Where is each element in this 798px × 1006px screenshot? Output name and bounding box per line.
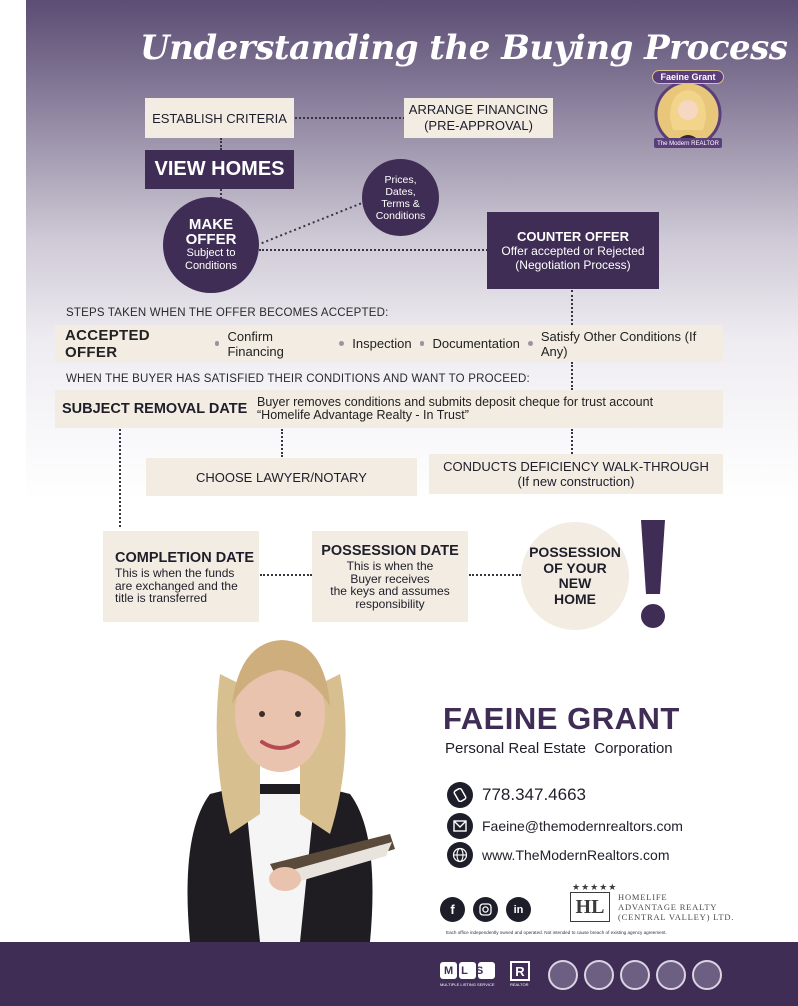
linkedin-icon[interactable]: in [506,897,531,922]
completion-date-box [103,531,259,622]
choose-lawyer-box [146,458,417,496]
establish-criteria-box [145,98,294,138]
accepted-item-3: Documentation [432,336,520,351]
possession-home-circle [521,522,629,630]
connector-subject-lawyer [281,429,283,457]
make-offer-circle [163,197,259,293]
subject-desc-line1: Buyer removes conditions and submits deposit cheque for trust account [257,395,654,409]
realtor-caption: REALTOR [510,982,529,987]
phone-row[interactable] [447,782,586,808]
board-seal-icon [548,960,578,990]
possession-home-line1: POSSESSION [529,544,621,560]
connector-offer-terms [255,195,370,250]
choose-lawyer-label: CHOOSE LAWYER/NOTARY [196,469,367,485]
mls-text: MLS [444,965,492,977]
completion-line1: This is when the funds [115,566,235,580]
make-offer-line3: Subject to [186,247,236,259]
email-row[interactable] [447,813,683,839]
subject-removal-row [55,390,723,428]
facebook-icon[interactable]: f [440,897,465,922]
connector-subject-walkthrough [571,429,573,454]
instagram-icon[interactable] [473,897,498,922]
possession-home-line4: HOME [554,590,596,607]
globe-icon [447,842,473,868]
agent-photo [150,634,410,942]
completion-line2: are exchanged and the [115,578,238,593]
agent-name: FAEINE GRANT [443,701,680,736]
make-offer-line4: Conditions [185,260,237,272]
arrange-financing-box [404,98,553,138]
arrange-financing-line1: ARRANGE FINANCING [408,102,549,117]
brokerage-monogram: HL [570,892,610,922]
board-seal-icon [692,960,722,990]
board-seal-icon [584,960,614,990]
completion-title: COMPLETION DATE [115,550,255,566]
brokerage-line1: HOMELIFE [618,892,668,902]
brokerage-line2: ADVANTAGE REALTY [618,902,718,912]
accepted-section-label: STEPS TAKEN WHEN THE OFFER BECOMES ACCEPTED: [66,307,389,319]
subject-removal-title: SUBJECT REMOVAL DATE [62,401,248,417]
accepted-item-4: Satisfy Other Conditions (If Any) [540,328,697,359]
terms-line3: Terms & [381,197,420,210]
realtor-letter: R [510,961,530,981]
mls-logo [440,962,504,990]
phone-number[interactable]: 778.347.4663 [482,785,586,804]
possession-date-box [312,531,468,622]
establish-criteria-label: ESTABLISH CRITERIA [152,110,287,126]
make-offer-line2: OFFER [185,231,237,248]
possession-date-line4: responsibility [355,596,425,611]
accepted-item-2: Inspection [352,336,412,351]
phone-icon [447,782,473,808]
connector-completion-possession [260,574,312,576]
brokerage-stars-icon: ★★★★★ [572,883,618,893]
connector-possession-home [469,574,521,576]
walkthrough-sub: (If new construction) [517,474,635,489]
counter-offer-box [487,212,659,289]
brokerage-logo [570,884,750,924]
possession-date-line1: This is when the [346,559,434,573]
connector-offer-counter [259,249,488,251]
possession-home-line2: OF YOUR [543,559,607,576]
badge-tagline: The Modern REALTOR [657,140,719,147]
terms-line4: Conditions [375,209,426,222]
walkthrough-box [429,454,723,494]
accepted-offer-row [55,325,723,362]
brokerage-disclaimer: Each office independently owned and operated. Not intended to cause breach of existing agency agreement. [446,930,667,935]
email-address[interactable]: Faeine@themodernrealtors.com [482,818,683,834]
agent-subtitle: Personal Real Estate Corporation [445,740,673,757]
subject-section-label: WHEN THE BUYER HAS SATISFIED THEIR CONDITIONS AND WANT TO PROCEED: [66,373,530,385]
connector-counter-accepted [571,290,573,325]
accepted-item-1: Confirm Financing [227,328,284,359]
website-row[interactable] [447,842,670,868]
terms-line1: Prices, [384,173,417,186]
board-seal-icon [620,960,650,990]
board-seal-icon [656,960,686,990]
possession-date-title: POSSESSION DATE [321,543,459,559]
terms-conditions-circle [362,159,439,236]
view-homes-label: VIEW HOMES [154,158,285,180]
mls-caption: MULTIPLE LISTING SERVICE [440,982,495,987]
arrange-financing-line2: (PRE-APPROVAL) [424,118,533,133]
accepted-offer-title: ACCEPTED OFFER [65,326,150,361]
page-title: Understanding the Buying Process [140,28,788,68]
possession-home-line3: NEW [558,575,592,591]
possession-date-line3: the keys and assumes [330,584,450,598]
connector-accepted-subject [571,362,573,390]
possession-date-line2: Buyer receives [350,571,430,586]
completion-line3: title is transferred [115,591,208,605]
connector-criteria-viewhomes [220,138,222,150]
website-url[interactable]: www.TheModernRealtors.com [482,847,670,863]
exclamation-icon [635,520,671,630]
counter-offer-line2: Offer accepted or Rejected [501,243,645,258]
view-homes-box [145,150,294,189]
terms-line2: Dates, [385,185,416,198]
make-offer-line1: MAKE [188,216,234,233]
subject-desc-line2: “Homelife Advantage Realty - In Trust” [257,408,469,422]
badge-name: Faeine Grant [652,70,724,84]
agent-badge-logo [648,68,728,152]
email-icon [447,813,473,839]
counter-offer-line3: (Negotiation Process) [515,257,631,272]
counter-offer-title: COUNTER OFFER [517,228,629,244]
brokerage-line3: (CENTRAL VALLEY) LTD. [618,912,735,922]
connector-criteria-financing [295,117,405,119]
walkthrough-title: CONDUCTS DEFICIENCY WALK-THROUGH [443,459,709,474]
connector-subject-completion [119,429,121,527]
realtor-logo [510,961,536,989]
